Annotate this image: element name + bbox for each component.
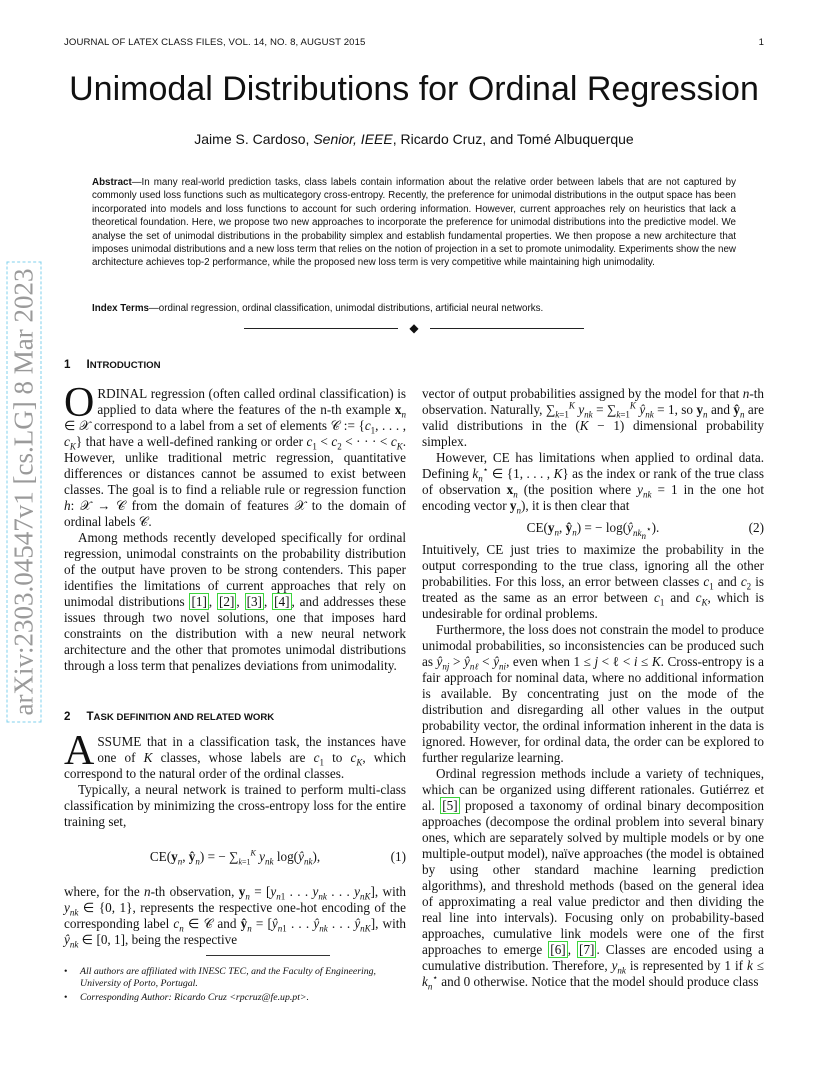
index-terms-label: Index Terms [92,303,149,314]
paragraph: ASSUME that in a classification task, the instances have one of K classes, whose labels are $c_1$ to $c_K$, which correspond to the natural order of the ordinal classes. [64,728,407,781]
diamond-icon: ◆ [409,321,419,335]
index-terms [92,302,736,315]
citation-link[interactable]: [6] [550,942,566,957]
citation-link[interactable]: [1] [191,594,207,609]
left-column [64,380,407,674]
equation-2: $CE(y_n$, $ŷ_n$) = − $\log(ŷ_{nk_n^⋆})$. (2) [526,520,764,541]
paragraph: Among methods recently developed specifically for ordinal regression, unimodal constraints on the probability distribution of the output have proven to be strong contenders. This paper identifies the limitations of current approaches that rely on unimodal distributions [1] , [2] , [3] , [4] , and addresses these issues through two novel solutions, one that imposes hard constraints on the distribution with a new neural network architecture and the other that promotes unimodal distributions through a loss term that penalizes deviations from unimodality. [64,530,407,673]
abstract-label: Abstract [92,177,132,188]
authors-part2: , Ricardo Cruz, and Tomé Albuquerque [392,131,634,147]
equation-number: (2) [748,520,764,535]
paragraph: Furthermore, the loss does not constrain the model to produce unimodal probabilities, so inconsistencies can be produced such as $ŷ_{nj}$ > $ŷ_{n\ell}$ < $ŷ_{ni}$, even when 1 ≤ j < ℓ < i ≤ K. Cross-entropy is a fair approach for nominal data, where no additional information is available. By concentrating just on the mode of the distribution and disregarding all other values in the output probability vector, the ordinal information inherent in the data is ignored. However, for ordinal data, the order can be explored to further regularize learning. [422,622,764,765]
running-header [64,37,764,48]
arxiv-stamp [4,262,44,722]
citation-link[interactable]: [7] [579,942,595,957]
authors-senior: Senior, IEEE [313,131,393,147]
section-heading-introduction: 1 INTRODUCTION [64,358,161,371]
journal-header: JOURNAL OF LATEX CLASS FILES, VOL. 14, NO. 8, AUGUST 2015 [64,37,366,48]
paper-title: Unimodal Distributions for Ordinal Regression [69,70,759,108]
paragraph: ORDINAL regression (often called ordinal classification) is applied to data where the features of the n-th example $x_n$ ∈ 𝒳 correspond to a label from a set of elements 𝒞 := {$c_1$, . . . , $c_K$} that have a well-defined ranking or order $c_1 < c_2$ < · · · < $c_K$. However, unlike traditional metric regression, quantitative differences or distances cannot be assumed to exist between classes. The goal is to find a reliable rule or regression function h: 𝒳 → 𝒞 from the domain of features 𝒳 to the domain of ordinal labels 𝒞. [64,380,406,529]
footnote-item: • All authors are affiliated with INESC TEC, and the Faculty of Engineering, University of Porto, Portugal. [64,966,406,990]
equation-1: $CE(y_n$, $ŷ_n$) = − $\sum_{k=1}^K$ $y_{nk}$ $\log(ŷ_{nk})$, (1) [64,842,406,872]
authors-part1: Jaime S. Cardoso, [194,131,314,147]
footnotes [64,966,406,1006]
paragraph: However, CE has limitations when applied to ordinal data. Defining $k_n^⋆$ ∈ {1, . . . , K} as the index or rank of the true class of observation $x_n$ (the position where $y_{nk} = 1$ in the one hot encoding vector $y_n$), it is then clear that [422,450,765,516]
paragraph: Intuitively, CE just tries to maximize the probability in the output corresponding to the true class, ignoring all the other probabilities. For this loss, an error between classes $c_1$ and $c_2$ is treated as the same as an error between $c_1$ and $c_K$, which is undesirable for ordinal problems. [422,542,765,621]
equation-number: (1) [390,849,406,864]
paragraph: Typically, a neural network is trained to perform multi-class classification by minimizing the cross-entropy loss for the entire training set, [64,782,406,829]
left-column-section2 [64,728,407,950]
footnote-item: • Corresponding Author: Ricardo Cruz <rpcruz@fe.up.pt>. [64,992,406,1004]
index-terms-text: —ordinal regression, ordinal classification, unimodal distributions, artificial neural networks. [149,303,544,314]
arxiv-stamp-text: arXiv:2303.04547v1 [cs.LG] 8 Mar 2023 [7,262,42,723]
abstract [92,176,736,270]
citation-link[interactable]: [4] [274,594,290,609]
page-number: 1 [758,37,764,48]
paragraph: vector of output probabilities assigned by the model for that n-th observation. Naturally, $\sum_{k=1}^K$ $y_{nk} = \sum_{k=1}^K$ $ŷ_{nk} = 1$, so $y_n$ and $ŷ_n$ are valid distributions in the (K − 1) dimensional probability simplex. [422,386,765,449]
section-heading-task-definition: 2 TASK DEFINITION AND RELATED WORK [64,710,275,723]
citation-link[interactable]: [2] [219,594,235,609]
section-divider [244,322,584,334]
drop-cap: A [64,728,95,774]
author-list [0,131,828,147]
footnote-rule [206,955,330,956]
citation-link[interactable]: [5] [442,798,458,813]
abstract-text: —In many real-world prediction tasks, class labels contain information about the relative order between labels that are not captured by commonly used loss functions such as multicategory cross-entropy. Recently, the preference for unimodal distributions in the output space has been incorporated into models and loss functions to account for such ordering information. However, current approaches rely on heuristics that lack a theoretical foundation. Here, we propose two new approaches to incorporate the preference for unimodal distributions into the predictive model. We analyse the set of unimodal distributions in the probability simplex and establish fundamental properties. We then propose a new architecture that imposes unimodal distributions and a new loss term that relies on the notion of projection in a set to promote unimodality. Experiments show the new architecture achieves top-2 performance, while the proposed new loss term is very competitive while maintaining high unimodality. [92,177,736,269]
paragraph: Ordinal regression methods include a variety of techniques, which can be organized using different rationales. Gutiérrez et al. [5] proposed a taxonomy of ordinal binary decomposition approaches (decompose the ordinal problem into several binary ones, which are separately solved by multiple models or by one multiple-output model), naïve approaches (the model is obtained by using other standard machine learning prediction algorithms), and threshold methods (based on the general idea of approximating a real value predictor and then dividing the real line into intervals). Focusing only on probability-based approaches, cumulative link models were one of the first approaches to emerge [6] , [7] . Classes are encoded using a cumulative distribution. Therefore, $y_{nk}$ is represented by 1 if $k \le k_n^⋆$ and 0 otherwise. Notice that the model should produce class [422,766,765,992]
right-column [422,386,764,990]
paragraph: where, for the n-th observation, $y_n = [y_{n1}$ . . . $y_{nk}$ . . . $y_{nK}$], with $y_{nk}$ ∈ {0, 1}, represents the respective one-hot encoding of the corresponding label $c_n$ ∈ 𝒞 and $ŷ_n$ = [$ŷ_{n1}$ . . . $ŷ_{nk}$ . . . $ŷ_{nK}$], with $ŷ_{nk}$ ∈ [0, 1], being the respective [64,884,407,950]
citation-link[interactable]: [3] [246,594,262,609]
drop-cap: O [64,380,95,426]
